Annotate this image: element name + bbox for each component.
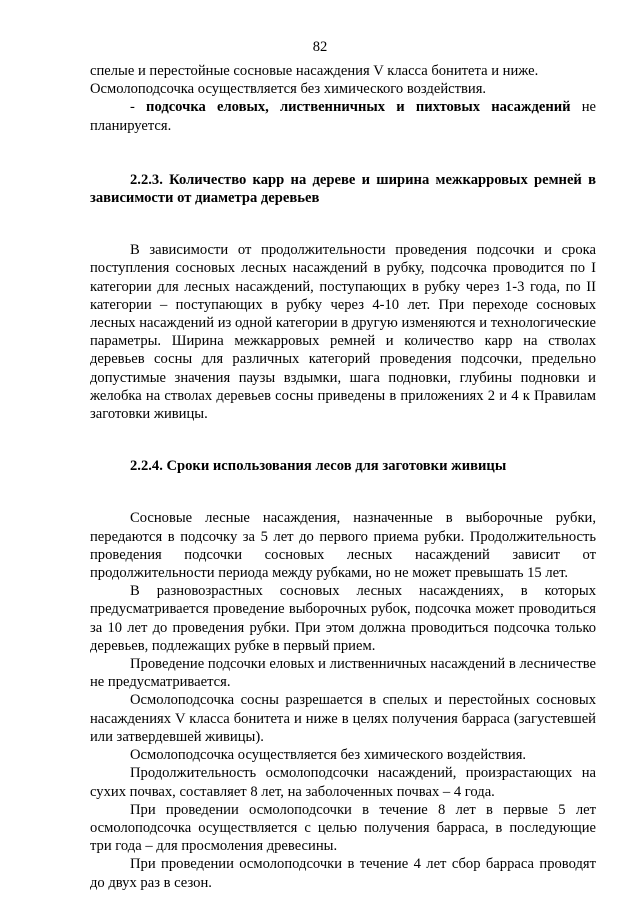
intro-line-2: Осмолоподсочка осуществляется без химического воздействия. — [90, 81, 487, 98]
section-2-2-4-paragraph: Сосновые лесные насаждения, назначенные в выборочные рубки, передаются в подсочку за 5 лет до первого приема рубки. Продолжительность проведения подсочки сосновых лесных насаждений зависит от продолжительности периода между рубками, но не может превышать 15 лет. — [90, 510, 596, 582]
dash-prefix: - — [130, 99, 147, 116]
section-2-2-4-paragraph: При проведении осмолоподсочки в течение 8 лет в первые 5 лет осмолоподсочка осуществляется с целью получения барраса, в последующие три года – для просмоления древесины. — [90, 801, 596, 855]
section-heading-2-2-4: 2.2.4. Сроки использования лесов для заготовки живицы — [130, 458, 507, 475]
section-2-2-4-paragraph: Продолжительность осмолоподсочки насаждений, произрастающих на сухих почвах, составляет 8 лет, на заболоченных почвах – 4 года. — [90, 765, 596, 800]
section-2-2-4-paragraph: Осмолоподсочка сосны разрешается в спелых и перестойных сосновых насаждениях V класса бонитета и ниже в целях получения барраса (загустевшей или затвердевшей живицы). — [90, 692, 596, 745]
section-heading-2-2-3: 2.2.3. Количество карр на дереве и ширина межкарровых ремней в зависимости от диаметра деревьев — [90, 171, 596, 207]
section-2-2-4-paragraph: В разновозрастных сосновых лесных насаждениях, в которых предусматривается проведение выборочных рубок, подсочка может проводиться за 10 лет до проведения рубки. При этом должна проводиться подсочка только деревьев, подлежащих рубке в первый прием. — [90, 583, 596, 654]
section-2-2-4-paragraph: Проведение подсочки еловых и лиственничных насаждений в лесничестве не предусматривается. — [90, 656, 596, 691]
paragraph-rest: не планируется. — [90, 99, 597, 134]
section-2-2-3-paragraph: В зависимости от продолжительности проведения подсочки и срока поступления сосновых лесных насаждений в рубку, подсочка проводится по I категории для лесных насаждений, поступающих в рубку через 1-3 года, по II категории – поступающих в рубку через 4-10 лет. При переходе сосновых лесных насаждений из одной категории в другую изменяются и технологические параметры. Ширина межкарровых ремней и количество карр на стволах деревьев сосны для различных категорий проведения подсочки, предельно допустимые значения паузы вздымки, шага подновки, глубины подновки и желобка на стволах деревьев сосны приведены в приложениях 2 и 4 к Правилам заготовки живицы. — [90, 242, 596, 423]
intro-line-1: спелые и перестойные сосновые насаждения V класса бонитета и ниже. — [90, 63, 539, 79]
section-2-2-4-paragraph: При проведении осмолоподсочки в течение 4 лет сбор барраса проводят до двух раз в сезон. — [90, 856, 596, 891]
page-number: 82 — [312, 39, 328, 55]
bold-phrase: подсочка еловых, лиственничных и пихтовых насаждений — [146, 99, 571, 116]
intro-paragraph-2 — [90, 98, 596, 134]
document-body — [90, 62, 596, 892]
section-2-2-4-paragraph: Осмолоподсочка осуществляется без химического воздействия. — [130, 747, 527, 764]
